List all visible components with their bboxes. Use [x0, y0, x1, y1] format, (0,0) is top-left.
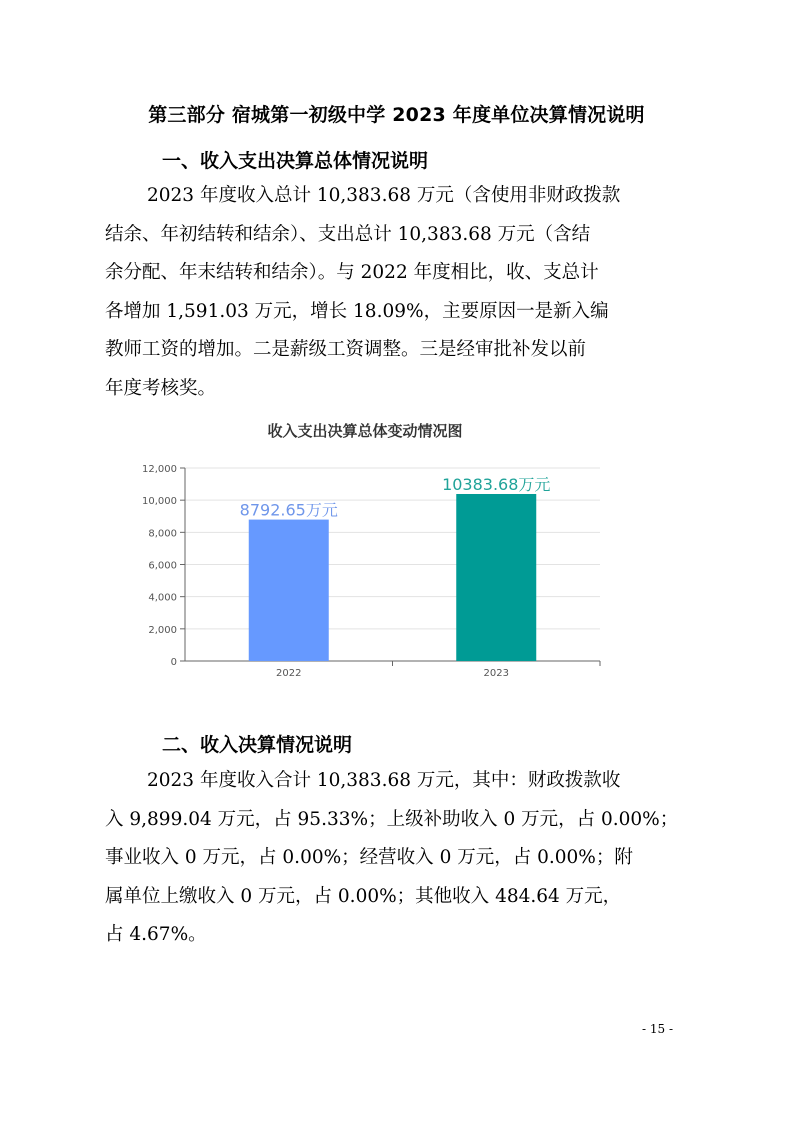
bar-2022 — [249, 520, 329, 661]
paragraph-line: 属单位上缴收入 0 万元，占 0.00%；其他收入 484.64 万元， — [105, 885, 622, 907]
section1-heading: 一、收入支出决算总体情况说明 — [162, 150, 429, 172]
paragraph-line: 2023 年度收入合计 10,383.68 万元，其中：财政拨款收 — [147, 770, 621, 791]
x-tick-label: 2022 — [276, 668, 302, 679]
y-tick-label: 8,000 — [148, 528, 177, 540]
paragraph-line: 余分配、年末结转和结余）。与 2022 年度相比，收、支总计 — [105, 262, 599, 283]
section1-paragraph — [105, 177, 675, 408]
y-tick-label: 10,000 — [142, 496, 177, 508]
paragraph-line: 教师工资的增加。二是薪级工资调整。三是经审批补发以前 — [105, 339, 587, 360]
paragraph-line: 各增加 1,591.03 万元，增长 18.09%，主要原因一是新入编 — [105, 300, 609, 322]
paragraph-line: 入 9,899.04 万元，占 95.33%；上级补助收入 0 万元，占 0.00%； — [105, 808, 679, 830]
bar-chart — [120, 420, 610, 690]
y-tick-label: 6,000 — [148, 560, 177, 572]
paragraph-line: 占 4.67%。 — [105, 924, 207, 945]
paragraph-line: 事业收入 0 万元，占 0.00%；经营收入 0 万元，占 0.00%；附 — [105, 847, 633, 868]
section2-paragraph — [105, 762, 679, 955]
section2-heading: 二、收入决算情况说明 — [162, 734, 353, 756]
paragraph-line: 结余、年初结转和结余）、支出总计 10,383.68 万元（含结 — [105, 223, 591, 245]
y-tick-label: 2,000 — [148, 624, 177, 636]
chart-title: 收入支出决算总体变动情况图 — [267, 422, 463, 440]
paragraph-line: 年度考核奖。 — [105, 377, 217, 399]
page-number: - 15 - — [641, 1022, 673, 1036]
y-tick-label: 0 — [170, 657, 177, 668]
chart-canvas — [120, 430, 610, 690]
y-tick-label: 12,000 — [142, 464, 177, 475]
paragraph-line: 2023 年度收入总计 10,383.68 万元（含使用非财政拨款 — [147, 185, 621, 206]
y-tick-label: 4,000 — [148, 592, 177, 604]
data-label: 8792.65万元 — [239, 500, 338, 520]
page-title: 第三部分 宿城第一初级中学 2023 年度单位决算情况说明 — [148, 104, 645, 126]
bar-2023 — [456, 494, 536, 661]
data-label: 10383.68万元 — [442, 474, 551, 494]
x-tick-label: 2023 — [483, 668, 509, 679]
